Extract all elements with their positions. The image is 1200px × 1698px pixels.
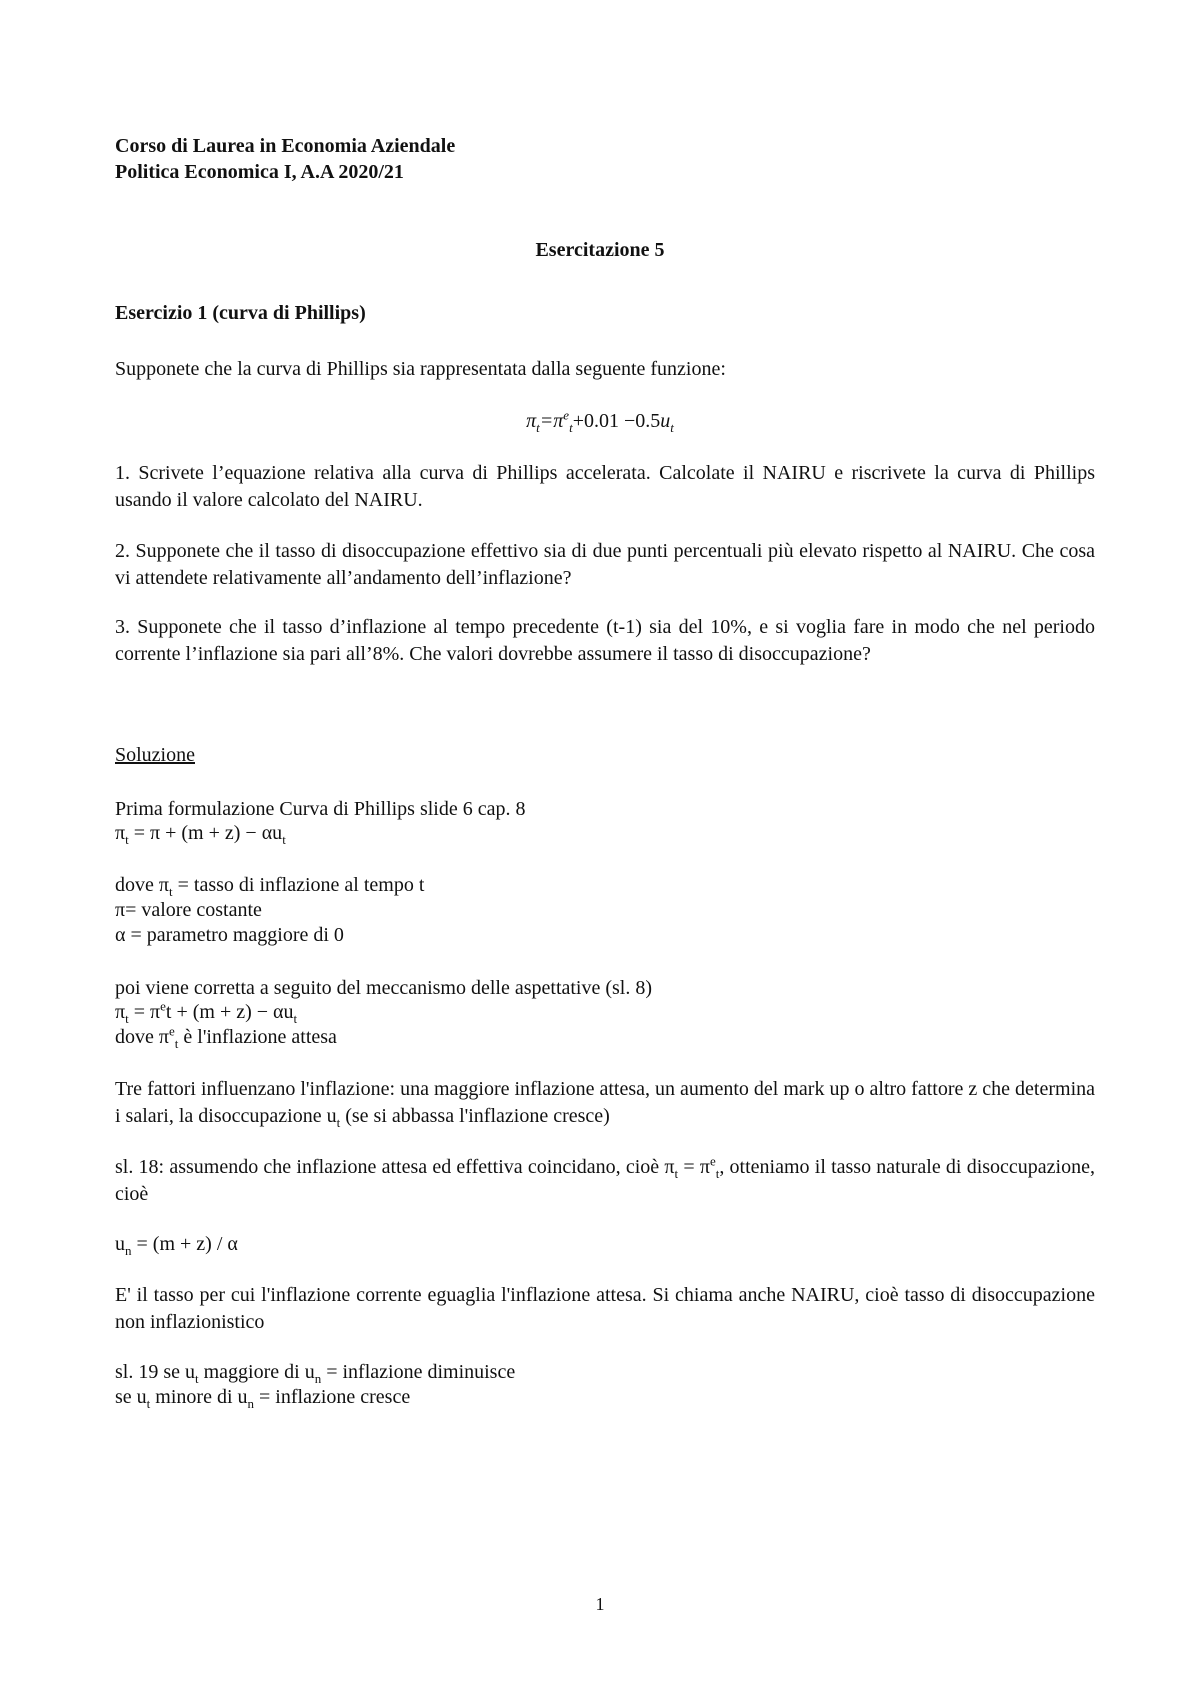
course-title: Corso di Laurea in Economia Aziendale [115, 135, 456, 157]
solution-heading: Soluzione [115, 744, 195, 766]
page-title: Esercitazione 5 [535, 239, 665, 261]
exercise-intro: Supponete che la curva di Phillips sia rappresentata dalla seguente funzione: [115, 358, 726, 380]
expectations-line: poi viene corretta a seguito del meccanismo delle aspettative (sl. 8) [115, 977, 653, 999]
sl18-paragraph [115, 1154, 1095, 1208]
dove1-sub: t [168, 884, 173, 899]
definition-alpha: α = parametro maggiore di 0 [115, 924, 344, 946]
definition-pi-t [115, 873, 424, 897]
se-end: = inflazione cresce [254, 1386, 411, 1408]
f1-pi: π [115, 822, 126, 844]
phillips-equation [0, 409, 1200, 433]
formula-1 [115, 821, 286, 845]
f2-eq: = π [128, 1001, 161, 1023]
f2-sup: e [160, 998, 166, 1014]
se-text: se u [115, 1386, 147, 1408]
f1-sub: t [125, 832, 129, 847]
dove2-sub: t [174, 1036, 179, 1051]
definition-pi: π= valore costante [115, 899, 262, 921]
dove2-text: dove π [115, 1026, 169, 1048]
sl18-text: sl. 18: assumendo che inflazione attesa ed effettiva coincidano, cioè π [115, 1156, 675, 1178]
eq-sub-t: t [536, 420, 540, 435]
sl19-text: sl. 19 se u [115, 1361, 195, 1383]
un-body: = (m + z) / α [131, 1233, 238, 1255]
question-2: 2. Supponete che il tasso di disoccupazione effettivo sia di due punti percentuali più elevato rispetto al NAIRU. Che cosa vi attendete relativamente all’andamento dell’inflazione? [115, 540, 1095, 589]
sl19-sub-t: t [195, 1371, 199, 1386]
eq-sup-e: e [563, 407, 570, 423]
se-line [115, 1385, 410, 1409]
eq-equals: = [539, 410, 554, 432]
eq-rest: +0.01 −0.5 [572, 410, 661, 432]
sl18-sub1: t [674, 1166, 679, 1181]
sl18-eq: = π [678, 1156, 710, 1178]
un-sub: n [125, 1243, 132, 1258]
three-factors-paragraph [115, 1076, 1095, 1130]
page-number: 1 [595, 1594, 605, 1614]
nairu-paragraph: E' il tasso per cui l'inflazione corrente eguaglia l'inflazione attesa. Si chiama anche NAIRU, cioè tasso di disoccupazione non inflazionistico [115, 1284, 1095, 1333]
dove2-body: è l'inflazione attesa [178, 1026, 337, 1048]
eq-sub-t-2: t [569, 420, 573, 435]
f2-sub: t [125, 1011, 129, 1026]
sl18-sup: e [709, 1153, 716, 1169]
sl18-end: , otteniamo il tasso naturale di disoccupazione, cioè [115, 1156, 1095, 1205]
eq-u: u [660, 410, 671, 432]
un-u: u [115, 1233, 125, 1255]
se-sub-t: t [146, 1396, 151, 1411]
sl19-line [115, 1360, 515, 1384]
f2-sub-u: t [293, 1011, 298, 1026]
tre-text: Tre fattori influenzano l'inflazione: una maggiore inflazione attesa, un aumento del mark up o altro fattore z che determina i salari, la disoccupazione u [115, 1078, 1095, 1127]
eq-pi-expected: π [553, 410, 564, 432]
subject-title: Politica Economica I, A.A 2020/21 [115, 161, 404, 183]
tre-end: (se si abbassa l'inflazione cresce) [340, 1105, 610, 1127]
sl18-sub2: t [715, 1166, 720, 1181]
sl19-sub-n: n [314, 1371, 322, 1386]
formula-2 [115, 1000, 297, 1024]
sl19-mid: maggiore di u [198, 1361, 315, 1383]
exercise-heading: Esercizio 1 (curva di Phillips) [115, 302, 366, 324]
formulation-line: Prima formulazione Curva di Phillips slide 6 cap. 8 [115, 798, 526, 820]
f2-pi: π [115, 1001, 126, 1023]
sl19-end: = inflazione diminuisce [321, 1361, 516, 1383]
se-sub-n: n [247, 1396, 255, 1411]
question-3: 3. Supponete che il tasso d’inflazione al tempo precedente (t-1) sia del 10%, e si voglia fare in modo che nel periodo corrente l’inflazione sia pari all’8%. Che valori dovrebbe assumere il tasso di disoccupazione? [115, 616, 1095, 665]
question-1: 1. Scrivete l’equazione relativa alla curva di Phillips accelerata. Calcolate il NAIRU e riscrivete la curva di Phillips usando il valore calcolato del NAIRU. [115, 462, 1095, 511]
tre-sub: t [336, 1115, 341, 1130]
natural-rate-formula [115, 1232, 238, 1256]
eq-pi: π [526, 410, 537, 432]
dove1-body: = tasso di inflazione al tempo t [172, 874, 425, 896]
dove1-text: dove π [115, 874, 169, 896]
f2-body: + (m + z) − αu [171, 1001, 294, 1023]
se-mid: minore di u [150, 1386, 248, 1408]
eq-sub-t-3: t [670, 420, 674, 435]
f1-sub-u: t [282, 832, 286, 847]
dove2-sup: e [168, 1023, 175, 1039]
f2-t: t [165, 1001, 172, 1023]
f1-body: = π + (m + z) − αu [128, 822, 283, 844]
definition-expected [115, 1025, 337, 1049]
